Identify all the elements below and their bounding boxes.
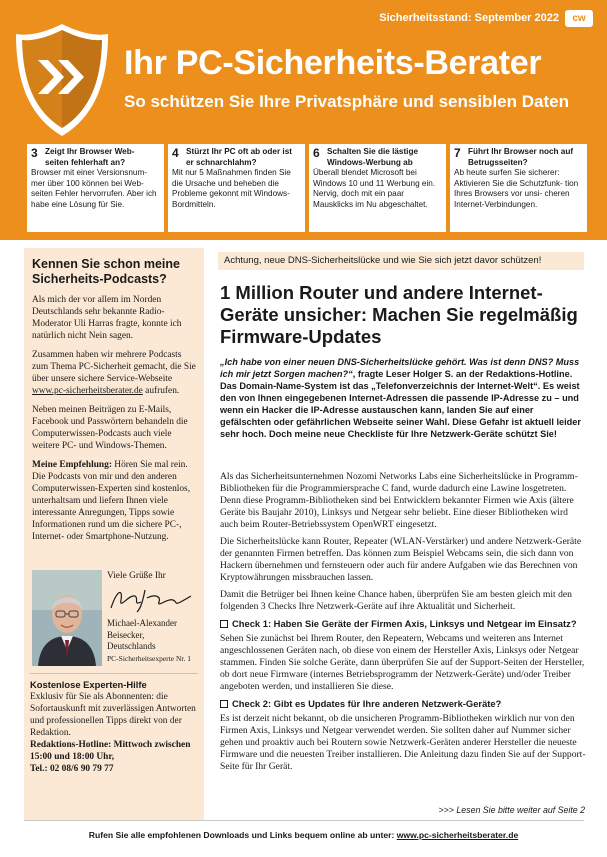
hotline-title: Kostenlose Experten-Hilfe [30, 679, 147, 690]
hotline-box [30, 673, 198, 775]
article-paragraph: Es ist derzeit nicht bekannt, ob die unsicheren Programm-Bibliotheken wirklich nur von den Firmen Axis, Linksys und Netgear verwendet werden. Sie sollten daher auf Nummer sicher gehen und proaktiv auch bei Routern sowie Netzwerk-Geräten anderer Hersteller die neueste Firmware und die neuesten Treiber installieren. Die Anleitung dazu finden Sie auf der Support-Seite für Ihr Gerät. [220, 713, 586, 772]
teaser-headline: Schalten Sie die lästige Windows-Werbung ab [327, 147, 419, 167]
sidebar-paragraph: Neben meinen Beiträgen zu E-Mails, Facebook und Passwörtern behandeln die Computerwissen-Podcasts auch viele weitere PC- und Windows-Themen. [32, 405, 188, 451]
page-title: Ihr PC-Sicherheits-Berater [124, 44, 542, 82]
hotline-phone[interactable]: Tel.: 02 08/6 90 79 77 [30, 764, 114, 774]
teaser-page-number: 6 [313, 146, 320, 160]
check-heading [220, 698, 586, 710]
hotline-text: Exklusiv für Sie als Abonnenten: die Sofortauskunft mit zuverlässigen Antworten und professionellen Tipps direkt von der Redaktion. [30, 692, 196, 738]
shield-logo-icon [12, 20, 112, 140]
article-paragraph: Die Sicherheitslücke kann Router, Repeater (WLAN-Verstärker) und andere Netzwerk-Geräte der genannten Firmen betreffen. Das können zum Beispiel Webcams sein, die sich dann von Hackern übernehmen und fernsteuern oder auch für andere Aufgaben wie das Berechnen von Kryptowährungen missbrauchen lassen. [220, 536, 582, 583]
publisher-logo: cw [565, 10, 593, 27]
article-paragraph: Sehen Sie zunächst bei Ihrem Router, den Repeatern, Webcams und weiteren ans Internet angeschlossenen Geräten nach, ob diese von einem der Hersteller Axis, Linksys oder Netgear stammen. Finden Sie solche Geräte, dann überprüfen Sie auf der Support-Seiten der Hersteller, ob dort neue Firmware (internes Betriebsprogramm der Netzwerk-Geräte) und/oder Treiber angeboten werden, und installieren Sie diese. [220, 633, 585, 692]
author-name-line: Michael-Alexander [107, 618, 177, 628]
teaser-text: Ab heute surfen Sie sicherer: Aktivieren Sie die Schutzfunk- tion Ihres Browsers vor unsi- cheren Internet-Verbindungen. [454, 168, 579, 209]
article-body [220, 471, 586, 778]
recommendation-label: Meine Empfehlung: [32, 460, 112, 470]
footer-url-link[interactable]: www.pc-sicherheitsberater.de [396, 830, 519, 840]
sidebar-title: Kennen Sie schon meine Sicherheits-Podcasts? [32, 257, 180, 286]
continue-link[interactable]: >>> Lesen Sie bitte weiter auf Seite 2 [438, 805, 585, 815]
teaser-box[interactable] [309, 144, 446, 232]
article-paragraph: Als das Sicherheitsunternehmen Nozomi Networks Labs eine Sicherheitslücke in Programm-Bibliotheken für die Programmiersprache C fand, wurde dadurch eine Lawine losgetreten. Denn diese Programm-Bibliotheken sind bei Entwicklern bekannter Firmen wie Axis (ältere Geräte bis Baujahr 2010), Linksys und Netgear sehr beliebt. Eine dieser Bibliotheken wird auch beim Router-Betriebssystem OpenWRT eingesetzt. [220, 471, 578, 530]
teaser-box[interactable] [168, 144, 305, 232]
teaser-headline: Führt Ihr Browser noch auf Betrugsseiten? [468, 147, 574, 167]
footer-text: Rufen Sie alle empfohlenen Downloads und Links bequem online ab unter: [88, 830, 395, 840]
header-banner [0, 0, 607, 240]
author-name [107, 618, 203, 664]
article-headline: 1 Million Router und andere Internet-Geräte unsicher: Machen Sie regelmäßig Firmware-Updates [220, 282, 578, 347]
checkbox-icon [220, 620, 228, 628]
article-paragraph: Damit die Betrüger bei Ihnen keine Chance haben, überprüfen Sie am besten gleich mit den folgenden 3 Checks Ihre Netzwerk-Geräte auf ihre Aktualität und Sicherheit. [220, 589, 572, 612]
sidebar-text: aufrufen. [145, 386, 180, 396]
sidebar-paragraph [32, 349, 196, 397]
teaser-box[interactable] [27, 144, 164, 232]
sidebar-text: Hören Sie mal rein. Die Podcasts von mir und den anderen Computerwissen-Experten sind kostenlos, unterhaltsam und liefern Ihnen viele interessante Anregungen, Tipps sowie Informationen rund um die sichere PC-, Internet- oder Smartphone-Nutzung. [32, 460, 191, 542]
teaser-page-number: 7 [454, 146, 461, 160]
article-lead [220, 356, 586, 440]
author-title-line: PC-Sicherheitsexperte Nr. 1 [107, 653, 191, 663]
signature [107, 584, 197, 614]
sidebar-paragraph: Als mich der vor allem im Norden Deutschlands sehr bekannte Radio-Moderator Uli Harras fragte, konnte ich natürlich nicht Nein sagen. [32, 295, 182, 341]
alert-banner: Achtung, neue DNS-Sicherheitslücke und wie Sie sich jetzt davor schützen! [218, 252, 584, 270]
sidebar-paragraph [32, 459, 196, 543]
teaser-page-number: 3 [31, 146, 38, 160]
teaser-box[interactable] [450, 144, 587, 232]
sidebar-text: Zusammen haben wir mehrere Podcasts zum Thema PC-Sicherheit gemacht, die Sie über unsere sichere Service-Webseite [32, 350, 196, 384]
footer [0, 830, 607, 840]
page-subtitle: So schützen Sie Ihre Privatsphäre und sensiblen Daten [124, 92, 569, 111]
security-status-date: Sicherheitsstand: September 2022 [379, 12, 559, 24]
teaser-headline: Zeigt Ihr Browser Web- seiten fehlerhaft an? [45, 147, 135, 167]
teaser-headline: Stürzt Ihr PC oft ab oder ist er schnarchlahm? [186, 147, 292, 167]
check-heading [220, 618, 586, 630]
teaser-text: Überall blendet Microsoft bei Windows 10 und 11 Werbung ein. Nervig, doch mit ein paar Mausklicks im Nu abgeschaltet. [313, 168, 436, 209]
check-heading-text: Check 2: Gibt es Updates für Ihre anderen Netzwerk-Geräte? [232, 698, 502, 709]
podcast-sidebar [24, 248, 204, 820]
author-title-line: Deutschlands [107, 641, 156, 651]
author-portrait [32, 570, 102, 666]
website-link[interactable]: www.pc-sicherheitsberater.de [32, 386, 143, 396]
reader-question: „Ich habe von einer neuen DNS-Sicherheitslücke gehört. Was ist denn DNS? Muss ich mir jetzt Sorgen machen?“ [220, 357, 580, 379]
checkbox-icon [220, 700, 228, 708]
teaser-text: Browser mit einer Versionsnum- mer über 100 können bei Web- seiten Fehler hervorrufen. Aber ich habe eine Lösung für Sie. [31, 168, 157, 209]
hotline-hours: Redaktions-Hotline: Mittwoch zwischen 15:00 und 18:00 Uhr, [30, 740, 191, 762]
footer-divider [24, 820, 584, 821]
check-heading-text: Check 1: Haben Sie Geräte der Firmen Axis, Linksys und Netgear im Einsatz? [232, 618, 577, 629]
author-name-line: Beisecker, [107, 629, 145, 640]
lead-text: , fragte Leser Holger S. an der Redaktions-Hotline. Das Domain-Name-System ist das „Telefonverzeichnis der Internet-Welt“. Es weist den von Ihnen eingegebenen Internet-Adressen die passende IP-Adresse zu – und wenn ein Hacker die IP-Adresse austauschen kann, landen Sie auf einer gefälschten oder gefährlichen Webseite seiner Wahl. Diese Gefahr ist aktuell leider sehr hoch. Doch meine neue Checkliste für Ihre Netzwerk-Geräte schützt Sie! [220, 369, 581, 439]
teaser-page-number: 4 [172, 146, 179, 160]
teaser-text: Mit nur 5 Maßnahmen finden Sie die Ursache und beheben die Probleme gekonnt mit Windows-Bordmitteln. [172, 168, 291, 209]
greeting: Viele Grüße Ihr [107, 571, 166, 581]
